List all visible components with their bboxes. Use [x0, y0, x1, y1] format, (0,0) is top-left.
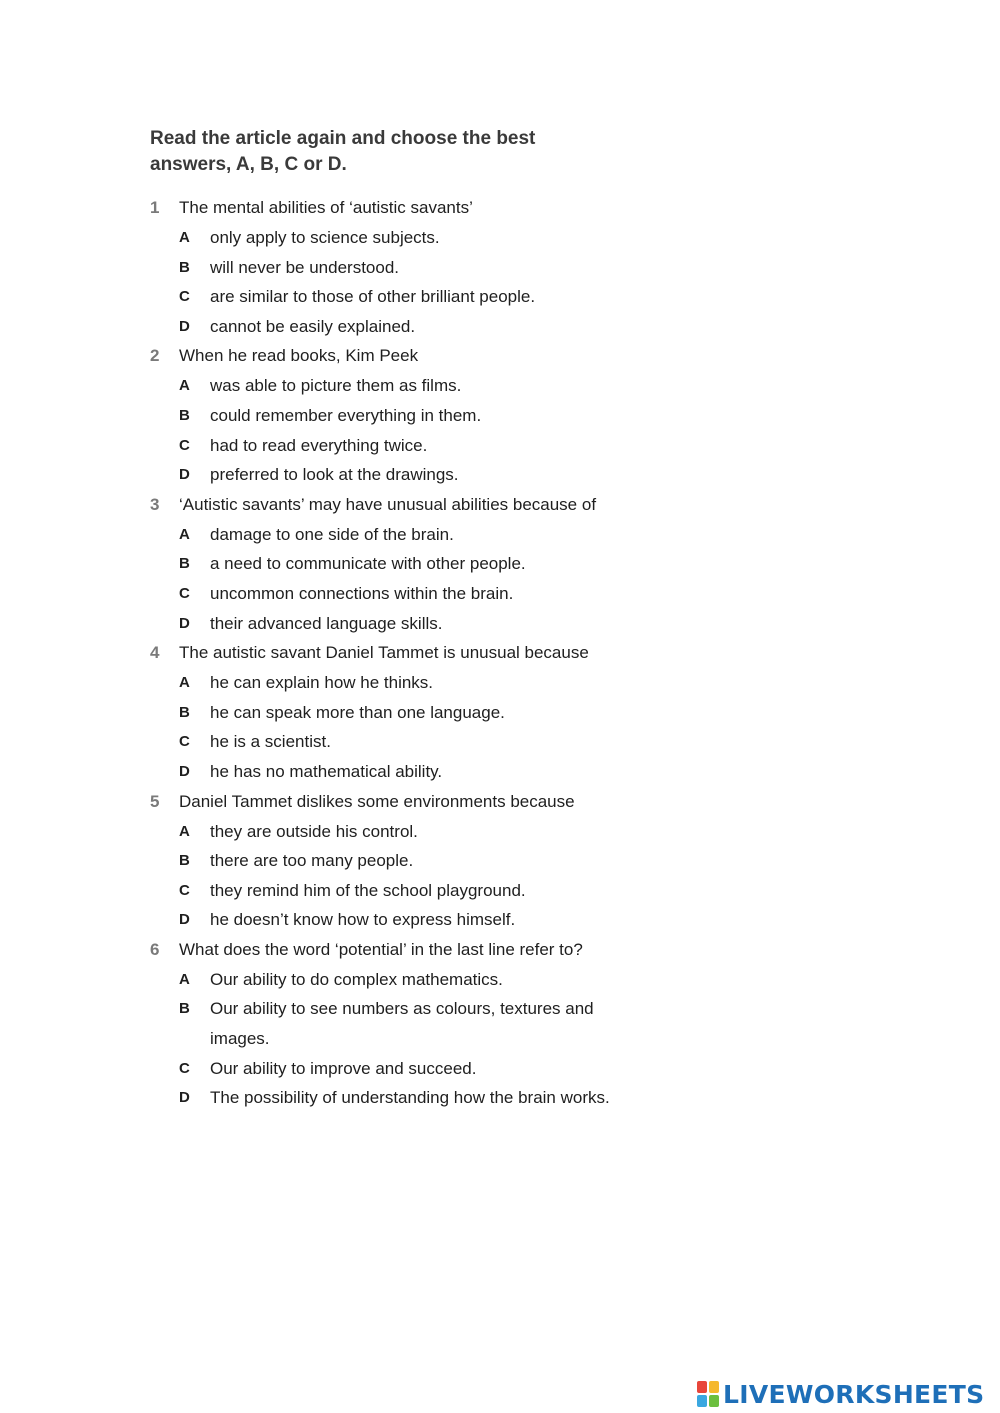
option-letter: B: [179, 852, 190, 870]
option-letter: D: [179, 466, 190, 484]
question-text: ‘Autistic savants’ may have unusual abilities because of: [179, 494, 597, 514]
logo-square-yellow: [709, 1381, 719, 1393]
option-letter: D: [179, 317, 190, 335]
logo-text: LIVEWORKSHEETS: [723, 1379, 985, 1409]
option-list: [150, 817, 670, 935]
option-c[interactable]: [150, 282, 670, 312]
question-4: [150, 638, 670, 786]
instruction-heading: [150, 126, 670, 178]
option-letter: D: [179, 762, 190, 780]
option-b[interactable]: [150, 698, 670, 728]
option-text: will never be understood.: [210, 257, 400, 277]
question-stem: [150, 341, 670, 371]
option-text: The possibility of understanding how the brain works.: [210, 1088, 610, 1108]
question-5: [150, 787, 670, 935]
option-text: they are outside his control.: [210, 821, 418, 841]
question-1: [150, 193, 670, 341]
option-letter: D: [179, 1089, 190, 1107]
option-text: he is a scientist.: [210, 732, 331, 752]
question-number: 2: [150, 346, 160, 366]
question-list: [150, 193, 670, 1113]
option-c[interactable]: [150, 727, 670, 757]
option-text: Our ability to improve and succeed.: [210, 1058, 477, 1078]
option-a[interactable]: [150, 965, 670, 995]
question-6: [150, 935, 670, 1113]
option-d[interactable]: [150, 460, 670, 490]
option-text: he can explain how he thinks.: [210, 673, 434, 693]
option-text: he doesn’t know how to express himself.: [210, 910, 516, 930]
option-c[interactable]: [150, 579, 670, 609]
option-b[interactable]: [150, 401, 670, 431]
question-number: 1: [150, 198, 160, 217]
logo-square-green: [709, 1395, 719, 1407]
option-letter: A: [179, 970, 190, 988]
question-text: The mental abilities of ‘autistic savants’: [179, 198, 473, 217]
question-3: [150, 490, 670, 638]
option-c[interactable]: [150, 876, 670, 906]
option-letter: B: [179, 703, 190, 721]
liveworksheets-logo[interactable]: [697, 1378, 984, 1410]
question-number: 6: [150, 939, 160, 959]
option-text: he has no mathematical ability.: [210, 761, 443, 781]
option-letter: C: [179, 881, 190, 899]
option-text: uncommon connections within the brain.: [210, 583, 514, 603]
option-letter: B: [179, 406, 190, 424]
option-a[interactable]: [150, 520, 670, 550]
option-a[interactable]: [150, 371, 670, 401]
option-letter: B: [179, 258, 190, 276]
option-letter: A: [179, 229, 190, 246]
option-letter: C: [179, 733, 190, 751]
option-b[interactable]: [150, 846, 670, 876]
question-2: [150, 341, 670, 489]
option-letter: A: [179, 377, 190, 395]
option-text: they remind him of the school playground.: [210, 880, 526, 900]
option-d[interactable]: [150, 609, 670, 639]
option-text: there are too many people.: [210, 851, 414, 871]
option-text: was able to picture them as films.: [210, 376, 462, 396]
option-text: had to read everything twice.: [210, 435, 428, 455]
question-stem: [150, 193, 670, 223]
logo-squares-icon: [697, 1381, 719, 1407]
option-c[interactable]: [150, 431, 670, 461]
option-letter: B: [179, 1000, 190, 1018]
option-a[interactable]: [150, 817, 670, 847]
option-b[interactable]: [150, 994, 670, 1053]
logo-square-red: [697, 1381, 707, 1393]
option-text: a need to communicate with other people.: [210, 554, 526, 574]
option-d[interactable]: [150, 1083, 670, 1113]
question-stem: [150, 638, 670, 668]
option-d[interactable]: [150, 312, 670, 342]
question-text: What does the word ‘potential’ in the last line refer to?: [179, 939, 583, 959]
option-list: [150, 965, 670, 1113]
option-list: [150, 371, 670, 489]
option-letter: C: [179, 1059, 190, 1077]
option-a[interactable]: [150, 668, 670, 698]
instruction-line-2: answers, A, B, C or D.: [150, 154, 347, 175]
option-text: damage to one side of the brain.: [210, 524, 454, 544]
question-number: 4: [150, 643, 160, 663]
option-letter: A: [179, 525, 190, 543]
option-letter: D: [179, 614, 190, 632]
question-stem: [150, 490, 670, 520]
option-letter: A: [179, 674, 190, 692]
option-text: cannot be easily explained.: [210, 316, 416, 336]
option-text: Our ability to do complex mathematics.: [210, 969, 503, 989]
question-stem: [150, 787, 670, 817]
option-letter: C: [179, 436, 190, 454]
option-a[interactable]: [150, 223, 670, 253]
question-number: 5: [150, 791, 160, 811]
option-b[interactable]: [150, 549, 670, 579]
option-list: [150, 223, 670, 341]
option-list: [150, 520, 670, 638]
logo-square-blue: [697, 1395, 707, 1407]
question-number: 3: [150, 494, 160, 514]
option-text: their advanced language skills.: [210, 613, 443, 633]
option-letter: C: [179, 584, 190, 602]
option-letter: A: [179, 822, 190, 840]
question-text: The autistic savant Daniel Tammet is unusual because: [179, 643, 589, 663]
option-text: could remember everything in them.: [210, 405, 482, 425]
question-text: Daniel Tammet dislikes some environments because: [179, 791, 575, 811]
option-text: he can speak more than one language.: [210, 702, 505, 722]
option-text: are similar to those of other brilliant people.: [210, 287, 536, 307]
option-d[interactable]: [150, 905, 670, 935]
option-text: only apply to science subjects.: [210, 228, 440, 247]
option-letter: B: [179, 555, 190, 573]
option-b[interactable]: [150, 253, 670, 283]
question-stem: [150, 935, 670, 965]
option-text: Our ability to see numbers as colours, textures and images.: [210, 999, 594, 1049]
option-d[interactable]: [150, 757, 670, 787]
option-text: preferred to look at the drawings.: [210, 465, 459, 485]
option-c[interactable]: [150, 1054, 670, 1084]
instruction-line-1: Read the article again and choose the best: [150, 128, 536, 149]
option-letter: C: [179, 288, 190, 306]
option-list: [150, 668, 670, 786]
question-text: When he read books, Kim Peek: [179, 346, 419, 366]
option-letter: D: [179, 911, 190, 929]
